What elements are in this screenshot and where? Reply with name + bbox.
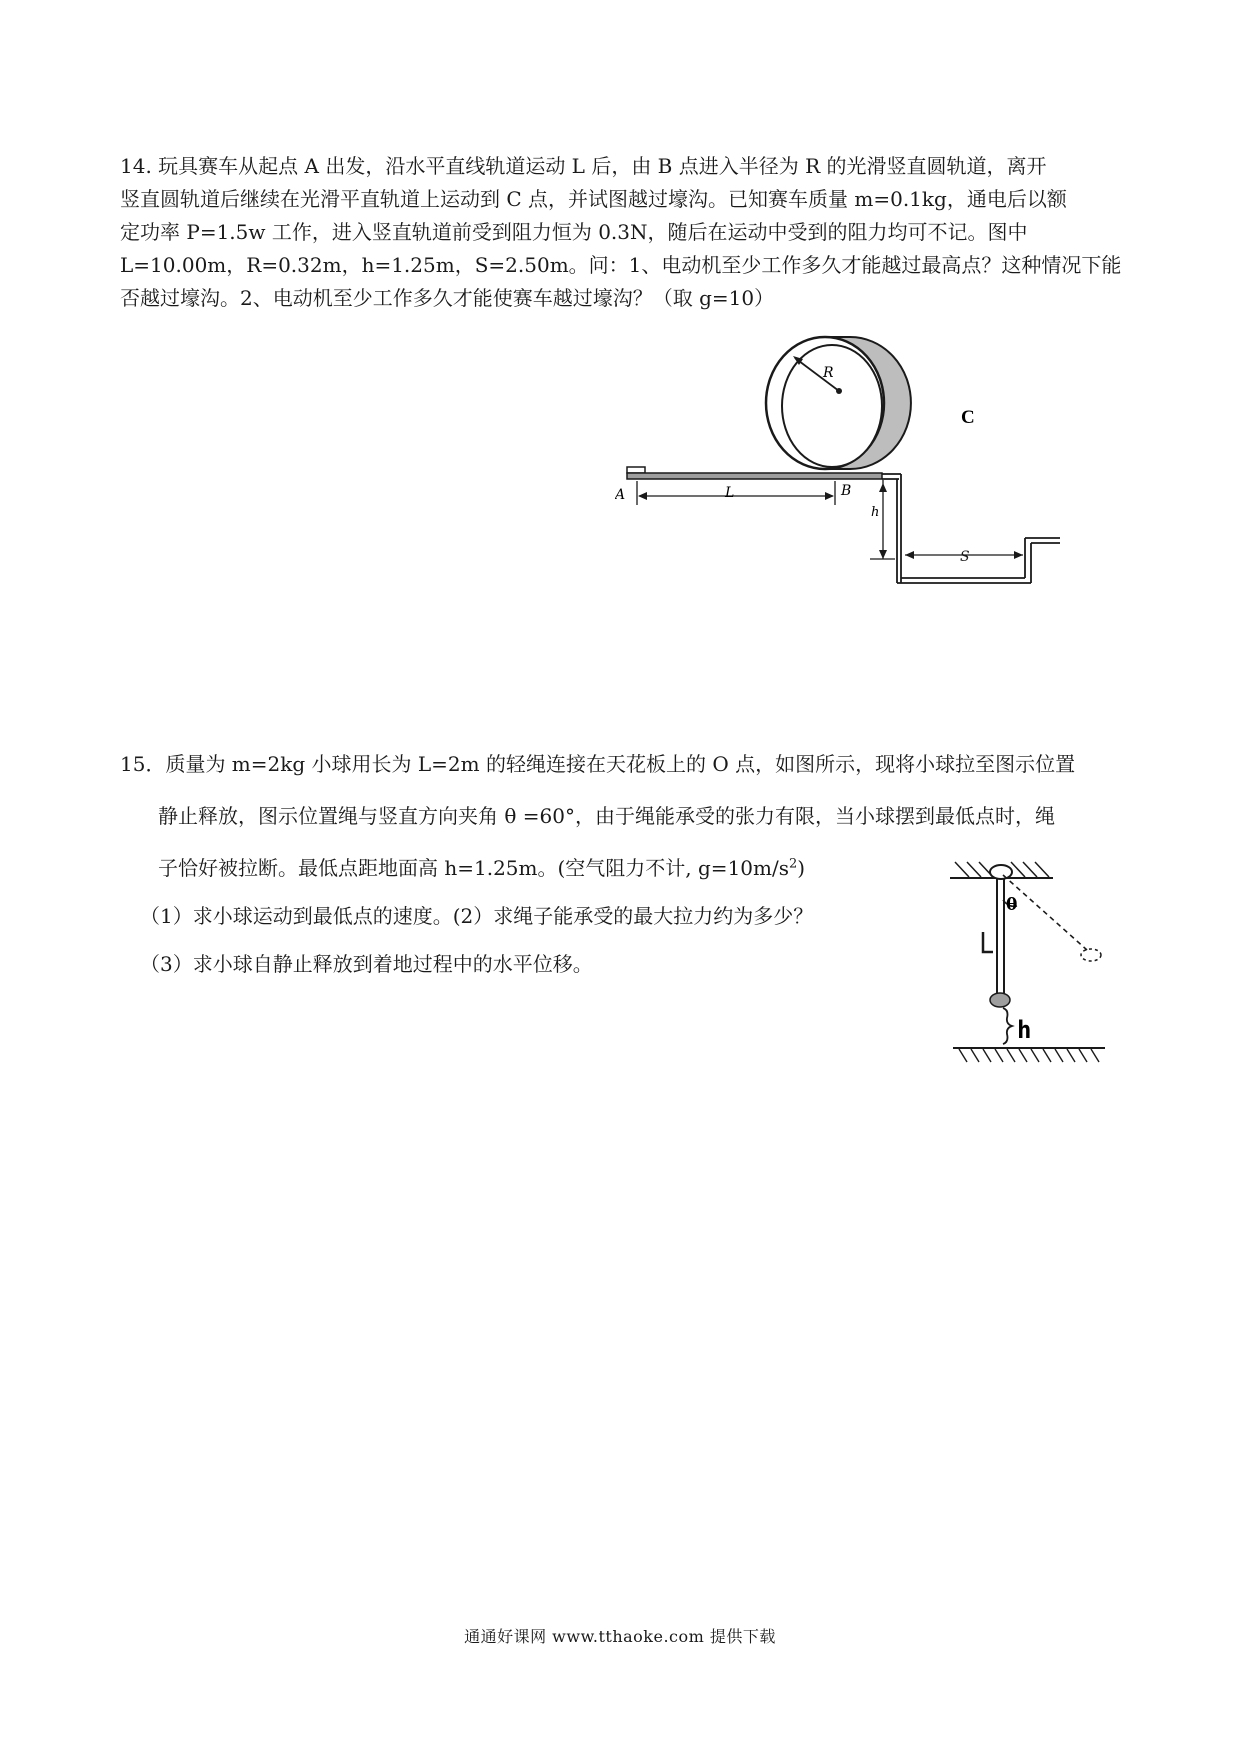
radius-label: R <box>823 365 834 381</box>
sub-question-1-2: （1）求小球运动到最低点的速度。(2）求绳子能承受的最大拉力约为多少？ <box>140 904 814 928</box>
footer: 通通好课网 www.tthaoke.com 提供下载 <box>464 1627 776 1646</box>
pit <box>882 474 1060 583</box>
track-diagram <box>615 333 1085 603</box>
vertical-loop <box>766 337 911 469</box>
question-14-line: 定功率 P=1.5w 工作，进入竖直轨道前受到阻力恒为 0.3N，随后在运动中受到的阻力均可不记。图中 <box>120 220 1028 244</box>
superscript: 2 <box>789 856 798 872</box>
height-label: h <box>1017 1016 1032 1044</box>
question-14-line: 14. 玩具赛车从起点 A 出发，沿水平直线轨道运动 L 后，由 B 点进入半径为 R 的光滑竖直圆轨道，离开 <box>120 154 1047 178</box>
length-label: L <box>725 485 735 501</box>
point-b-label: B <box>841 483 852 499</box>
sub-question-3: （3）求小球自静止释放到着地过程中的水平位移。 <box>140 952 593 976</box>
length-label: L <box>945 858 946 859</box>
height-brace <box>1003 1008 1012 1044</box>
question-15-text: ) <box>797 856 806 880</box>
question-14-line: 否越过壕沟。2、电动机至少工作多久才能使赛车越过壕沟？（取 g=10） <box>120 286 775 310</box>
ball <box>990 993 1010 1007</box>
dimension-h <box>870 480 895 559</box>
question-14-line: 竖直圆轨道后继续在光滑平直轨道上运动到 C 点，并试图越过壕沟。已知赛车质量 m=0.1kg，通电后以额 <box>120 187 1067 211</box>
angle-label: θ <box>1006 895 1018 915</box>
ground <box>953 1048 1105 1062</box>
question-15-line <box>158 852 805 881</box>
question-15-text: 子恰好被拉断。最低点距地面高 h=1.25m。(空气阻力不计, g=10m/s <box>158 856 789 880</box>
question-14 <box>120 150 1125 315</box>
height-label: h <box>871 505 880 520</box>
dimension-L <box>637 481 835 505</box>
point-a-label: A <box>615 487 626 503</box>
question-15-line: 15．质量为 m=2kg 小球用长为 L=2m 的轻绳连接在天花板上的 O 点，如图所示，现将小球拉至图示位置 <box>120 752 1076 776</box>
released-ball <box>1081 949 1101 961</box>
point-c-label: C <box>961 407 975 428</box>
question-15-line: 静止释放，图示位置绳与竖直方向夹角 θ =60°，由于绳能承受的张力有限，当小球摆到最低点时，绳 <box>158 804 1055 828</box>
pivot-point <box>990 865 1012 879</box>
length-mark <box>983 932 993 952</box>
rope <box>997 878 1004 995</box>
dimension-S <box>905 549 1023 565</box>
distance-label: S <box>960 549 970 565</box>
question-14-line: L=10.00m，R=0.32m，h=1.25m，S=2.50m。问：1、电动机至少工作多久才能越过最高点？这种情况下能 <box>120 253 1122 277</box>
pendulum-diagram <box>945 858 1125 1073</box>
